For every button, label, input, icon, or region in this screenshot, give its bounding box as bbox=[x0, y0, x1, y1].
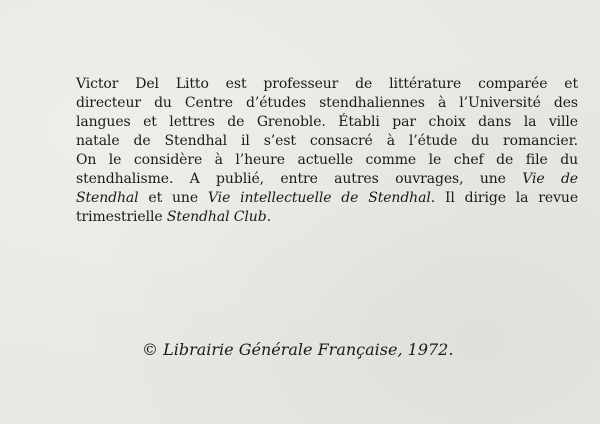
bio-line: directeur du Centre d’études stendhaliennes à l’Université des bbox=[76, 95, 578, 111]
copyright-text: Librairie Générale Française, 1972. bbox=[158, 340, 454, 359]
bio-line: Victor Del Litto est professeur de littérature comparée et bbox=[76, 76, 578, 92]
author-biography bbox=[76, 75, 578, 227]
bio-line: On le considère à l’heure actuelle comme le chef de file du bbox=[76, 152, 578, 168]
book-title-italic: Vie de bbox=[522, 171, 578, 187]
bio-line: langues et lettres de Grenoble. Établi par choix dans la ville bbox=[76, 114, 578, 130]
bio-text: et une bbox=[138, 190, 208, 206]
journal-title-italic: Stendhal Club bbox=[166, 209, 267, 225]
book-title-italic: Stendhal bbox=[76, 190, 139, 206]
copyright-symbol: © bbox=[142, 340, 158, 359]
book-title-italic: Vie intellectuelle de Stendhal bbox=[207, 190, 431, 206]
bio-text: . Il dirige la revue bbox=[430, 190, 579, 206]
bio-line: natale de Stendhal il s’est consacré à l’étude du romancier. bbox=[76, 133, 578, 149]
bio-text: stendhalisme. A publié, entre autres ouvrages, une bbox=[76, 171, 523, 187]
bio-text: trimestrielle bbox=[76, 209, 167, 225]
bio-line bbox=[76, 208, 578, 227]
copyright-notice bbox=[142, 340, 453, 359]
bio-line bbox=[76, 189, 578, 208]
bio-text: . bbox=[266, 209, 271, 225]
bio-line bbox=[76, 170, 578, 189]
